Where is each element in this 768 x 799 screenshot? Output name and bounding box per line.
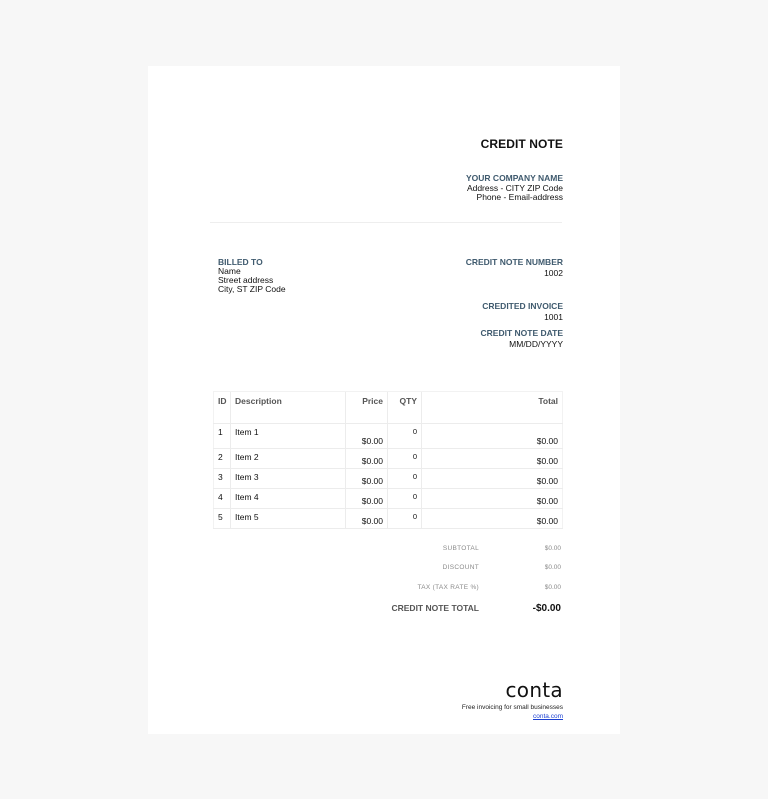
row-description: Item 3 [231,469,346,489]
discount-value: $0.00 [544,564,561,571]
billed-to-city: City, ST ZIP Code [218,284,286,294]
row-total: $0.00 [422,509,563,529]
row-qty: 0 [388,469,422,489]
billed-to-street: Street address [218,275,274,285]
table-row [214,489,563,509]
row-qty: 0 [388,424,422,449]
billed-to-label: BILLED TO [218,257,263,267]
row-description: Item 2 [231,449,346,469]
items-table [213,391,562,526]
row-id: 2 [214,449,231,469]
header-divider [210,222,562,223]
credit-note-date-label: CREDIT NOTE DATE [480,328,563,338]
credit-note-total-label: CREDIT NOTE TOTAL [391,603,479,613]
row-total: $0.00 [422,449,563,469]
subtotal-label: SUBTOTAL [442,545,479,552]
table-row [214,449,563,469]
conta-link[interactable]: conta.com [533,713,563,720]
table-row [214,469,563,489]
table-row [214,424,563,449]
row-qty: 0 [388,449,422,469]
header-total: Total [422,392,563,424]
row-price: $0.00 [346,424,388,449]
document-title: CREDIT NOTE [480,137,563,151]
credit-note-sheet [148,66,620,734]
credit-note-date-block [481,328,563,349]
credited-invoice-label: CREDITED INVOICE [482,301,563,311]
header-description: Description [231,392,346,424]
row-total: $0.00 [422,469,563,489]
tax-value: $0.00 [544,584,561,591]
row-id: 5 [214,509,231,529]
company-address: Address - CITY ZIP Code [466,183,563,193]
discount-label: DISCOUNT [442,564,479,571]
row-price: $0.00 [346,489,388,509]
row-description: Item 5 [231,509,346,529]
row-description: Item 1 [231,424,346,449]
row-id: 4 [214,489,231,509]
subtotal-value: $0.00 [544,545,561,552]
credit-note-number-block [466,257,563,278]
credit-note-number-label: CREDIT NOTE NUMBER [465,257,563,267]
row-id: 1 [214,424,231,449]
row-price: $0.00 [346,469,388,489]
row-qty: 0 [388,489,422,509]
billed-to-name: Name [218,266,241,276]
credit-note-number-value: 1002 [544,268,563,278]
company-block [466,173,563,202]
row-qty: 0 [388,509,422,529]
company-contact: Phone - Email-address [476,192,563,202]
row-total: $0.00 [422,489,563,509]
header-price: Price [346,392,388,424]
row-description: Item 4 [231,489,346,509]
credited-invoice-value: 1001 [544,312,563,322]
credit-note-total-value: -$0.00 [532,603,561,614]
header-qty: QTY [388,392,422,424]
header-id: ID [214,392,231,424]
credit-note-date-value: MM/DD/YYYY [509,339,563,349]
company-name: YOUR COMPANY NAME [466,173,563,183]
row-id: 3 [214,469,231,489]
items-header-row [214,392,563,424]
conta-logo: conta [505,678,563,702]
row-total: $0.00 [422,424,563,449]
credited-invoice-block [482,301,563,322]
billed-to-block [218,257,286,294]
tax-label: TAX (TAX RATE %) [417,584,479,591]
table-row [214,509,563,529]
row-price: $0.00 [346,449,388,469]
row-price: $0.00 [346,509,388,529]
tagline: Free invoicing for small businesses [461,704,563,711]
